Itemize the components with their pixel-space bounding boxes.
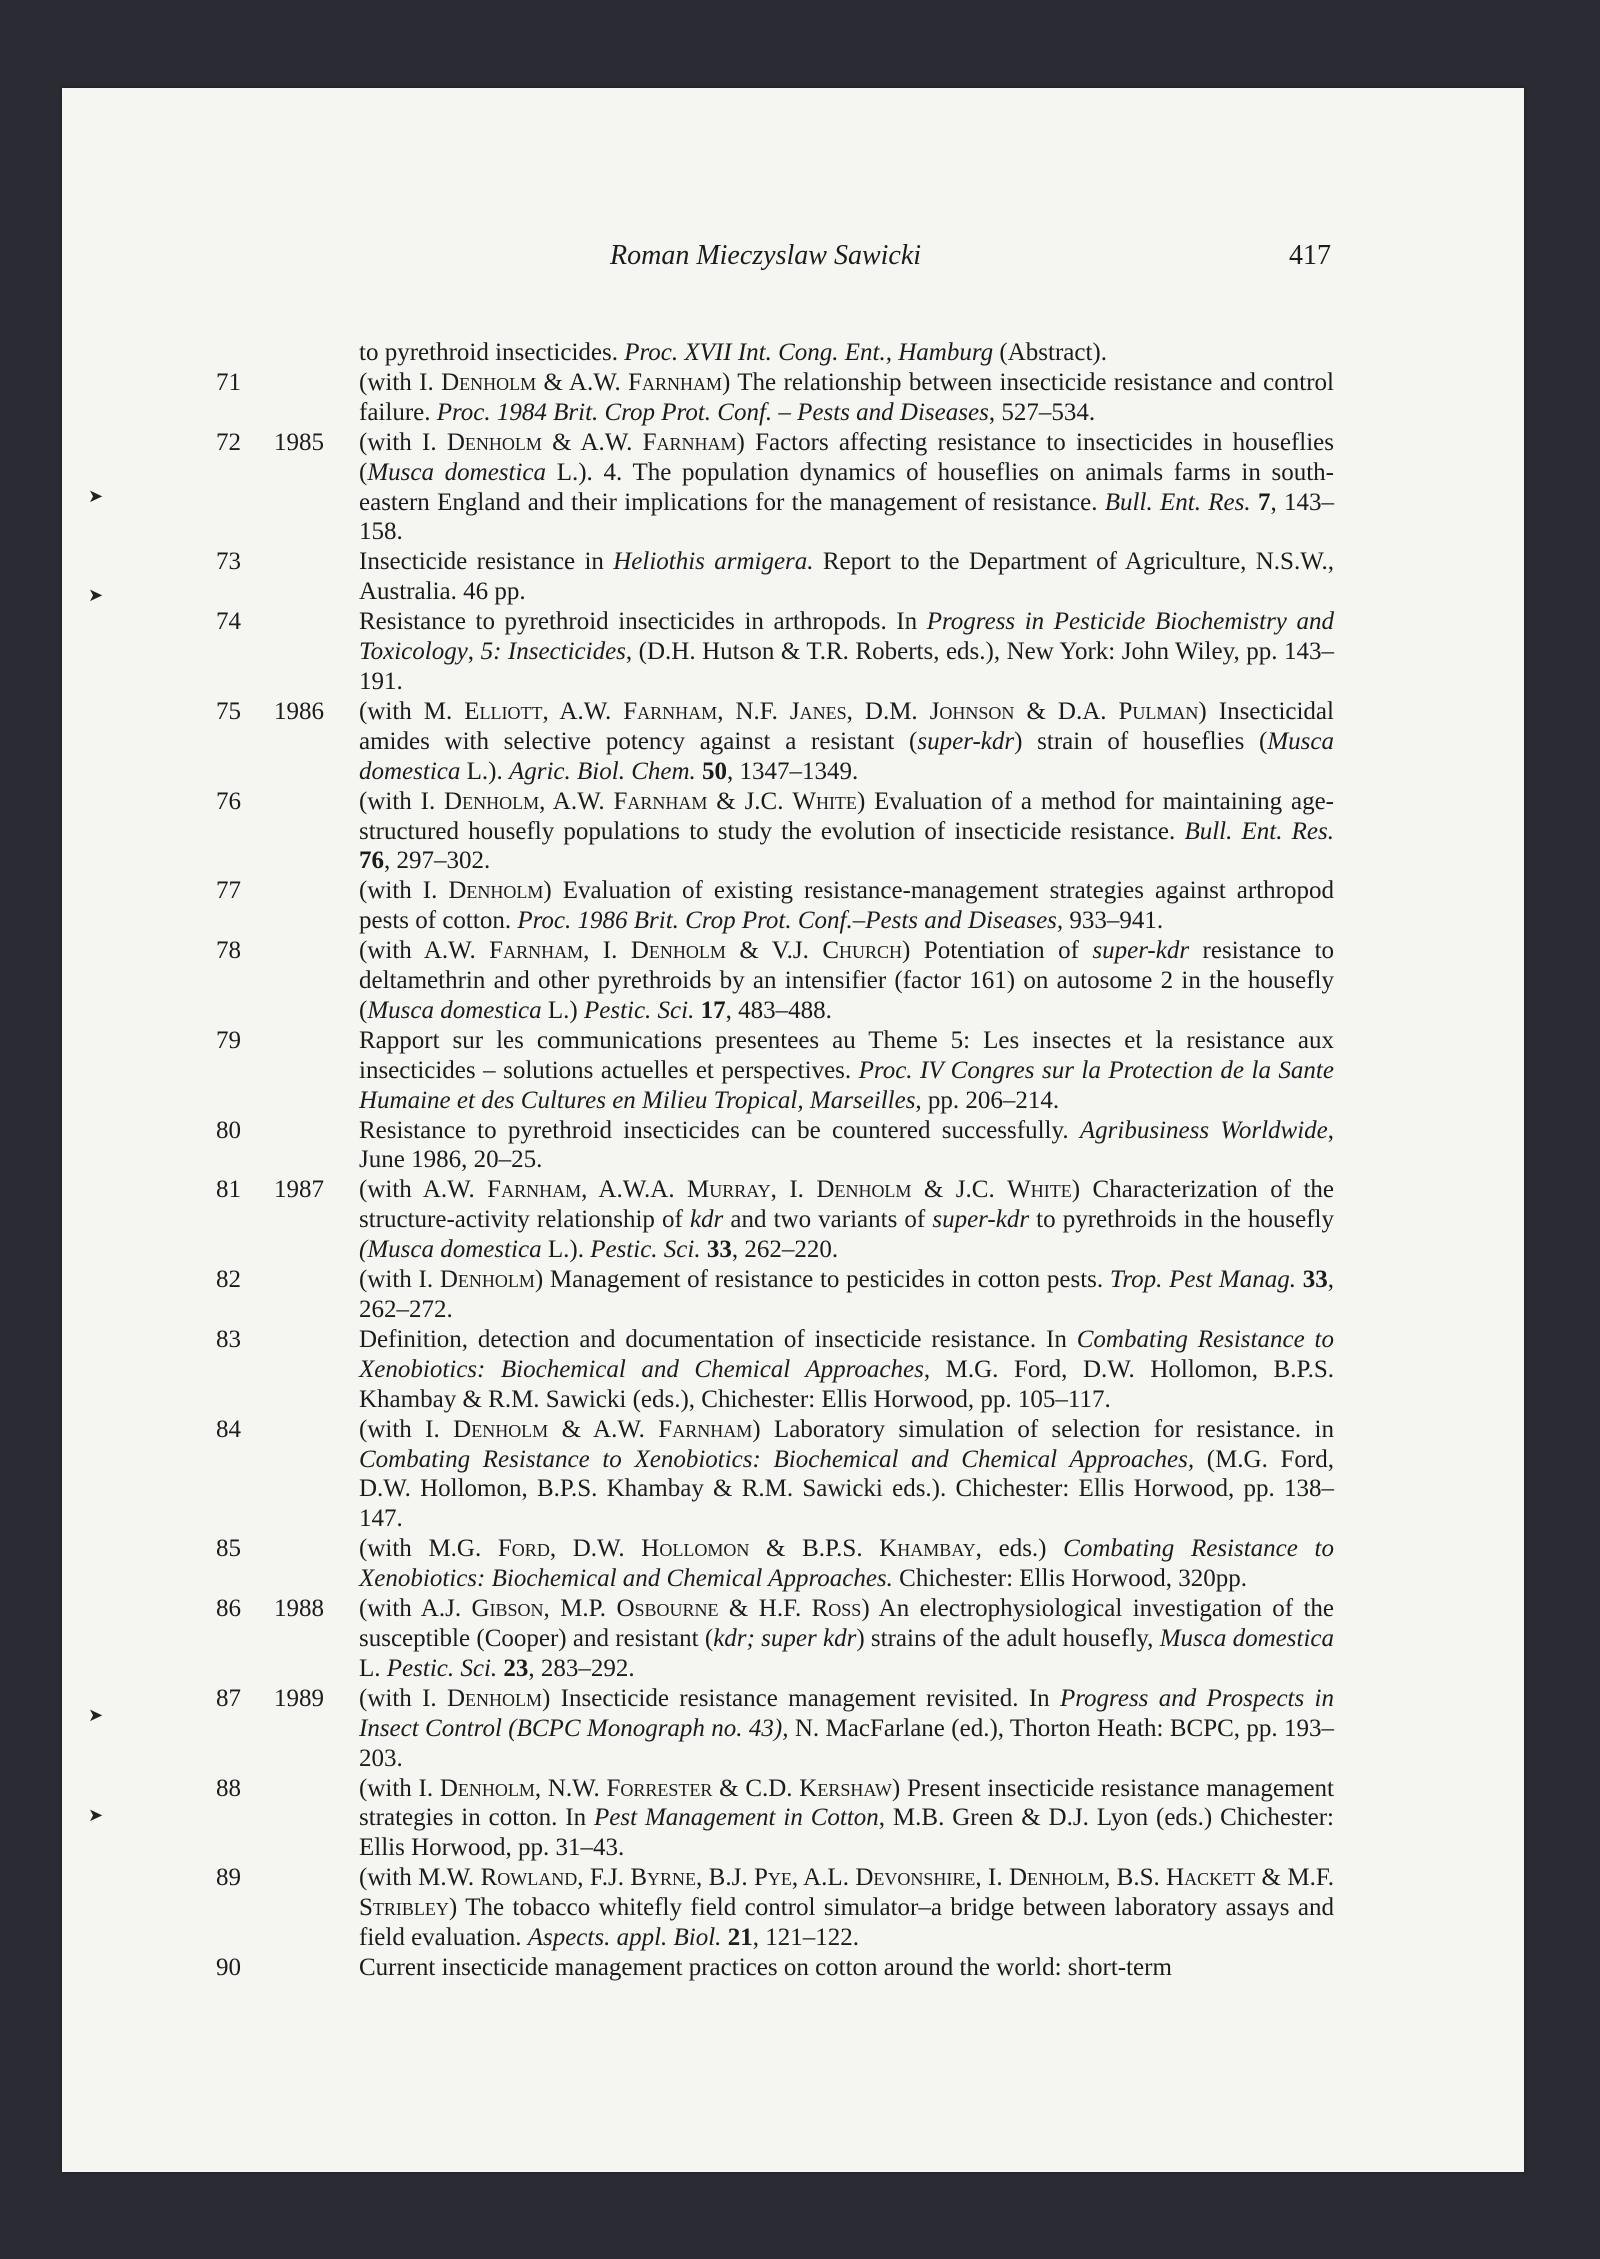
entry-year: 1989 xyxy=(274,1684,324,1712)
entry-text-run: Bull. Ent. Res. xyxy=(1104,488,1251,516)
entry-text-run: Osbourne xyxy=(616,1595,719,1623)
publication-entry xyxy=(0,368,1600,428)
entry-text-run: 5: Insecticides xyxy=(480,638,626,666)
entry-text-run: Report to the Department of Agriculture, N.S.W., Australia. 46 pp. xyxy=(359,548,1334,606)
entry-text-run: , N.W. xyxy=(534,1774,607,1802)
margin-mark: ➤ xyxy=(88,585,104,605)
entry-number: 90 xyxy=(216,1953,241,1981)
publication-entry xyxy=(0,1863,1600,1953)
entry-text-run: and two variants of xyxy=(723,1206,933,1234)
entry-text-run: & D.A. xyxy=(1014,697,1119,725)
entry-text-run: (Musca domestica xyxy=(359,1236,542,1264)
entry-text-run: Denholm xyxy=(1008,1864,1105,1892)
entry-text-run: (with I. xyxy=(359,1684,447,1712)
entry-year: 1985 xyxy=(274,428,324,456)
entry-text-run: Pest Management in Cotton xyxy=(594,1804,879,1832)
publication-entry xyxy=(0,787,1600,877)
entry-text-run: Aspects. appl. Biol. xyxy=(527,1924,722,1952)
entry-year xyxy=(241,1116,324,1176)
entry-text xyxy=(359,697,1334,787)
entry-text-run: kdr xyxy=(689,1206,724,1234)
entry-text-run: , M.B. Green & D.J. Lyon (eds.) Chichester: Ellis Horwood, pp. 31–43. xyxy=(359,1804,1334,1862)
entry-text xyxy=(359,1684,1334,1774)
entry-text-run: super-kdr xyxy=(917,727,1015,755)
entry-text-run: 21 xyxy=(727,1924,753,1952)
entry-text-run: Proc. IV Congres sur la Protection de la Sante Humaine et des Cultures en Milieu Tropical, Marseilles xyxy=(359,1056,1334,1114)
entry-text-run: Denholm xyxy=(816,1176,912,1204)
entry-text-run: , (D.H. Hutson & T.R. Roberts, eds.), New York: John Wiley, pp. 143–191. xyxy=(359,638,1334,695)
entry-number: 82 xyxy=(216,1266,241,1294)
entry-text-run: Pulman xyxy=(1118,697,1199,725)
entry-text-run: Musca domestica xyxy=(367,996,542,1024)
entry-text xyxy=(359,368,1334,428)
publication-entry xyxy=(0,1116,1600,1176)
entry-text-run: resistance to deltamethrin and other pyrethroids by an intensifier (factor 161) on autosome 2 in the housefly ( xyxy=(359,937,1335,1024)
entry-text-run: 7 xyxy=(1257,488,1271,516)
entry-year xyxy=(241,1863,324,1953)
entry-number: 86 xyxy=(216,1595,241,1623)
entry-number: 87 xyxy=(216,1684,241,1712)
entry-text-run: N. MacFarlane (ed.), Thorton Heath: BCPC, pp. 193–203. xyxy=(359,1714,1334,1772)
publication-entry xyxy=(0,338,1600,368)
entry-text-run: Heliothis armigera. xyxy=(613,548,814,576)
publication-entry xyxy=(0,1534,1600,1594)
entry-year xyxy=(241,368,324,428)
entry-text-run: & C.D. xyxy=(712,1774,800,1802)
entry-text-run: , F.J. xyxy=(577,1864,631,1892)
entry-number: 72 xyxy=(216,428,241,456)
entry-text-run: Denholm xyxy=(439,1774,535,1802)
entry-text-run: & V.J. xyxy=(725,937,823,965)
entry-text-run: ) Insecticidal amides with selective potency against a resistant ( xyxy=(359,697,1334,755)
entry-text-run: Proc. 1986 Brit. Crop Prot. Conf.–Pests and Diseases, xyxy=(517,907,1064,935)
entry-text-run: Denholm xyxy=(441,368,537,396)
entry-text-run: Definition, detection and documentation of insecticide resistance. In xyxy=(359,1325,1077,1353)
entry-number: 81 xyxy=(216,1176,241,1204)
page-header xyxy=(0,240,1600,280)
entry-text-run: 33 xyxy=(706,1236,732,1264)
entry-text xyxy=(359,1325,1334,1415)
entry-text-run: kdr; super kdr xyxy=(713,1624,857,1652)
entry-text xyxy=(359,1534,1334,1594)
entry-text-run: Combating Resistance to Xenobiotics: Biochemical and Chemical Approaches, xyxy=(359,1445,1195,1473)
entry-text-run: Resistance to pyrethroid insecticides can be countered successfully. xyxy=(359,1116,1080,1144)
publication-entry xyxy=(0,1774,1600,1864)
entry-number: 75 xyxy=(216,697,241,725)
entry-text-run: ) Insecticide resistance management revisited. In xyxy=(542,1684,1060,1712)
entry-text-run: (with I. xyxy=(359,368,442,396)
publication-entry xyxy=(0,428,1600,548)
entry-year xyxy=(241,338,324,368)
entry-number: 88 xyxy=(216,1774,241,1802)
entry-text-run: Kershaw xyxy=(799,1774,892,1802)
entry-year xyxy=(241,1325,324,1415)
entry-number: 76 xyxy=(216,787,241,815)
publication-entry xyxy=(0,936,1600,1026)
entry-text-run: , B.S. xyxy=(1104,1864,1167,1892)
entry-text xyxy=(359,1265,1334,1325)
entry-text-run: , A.W. xyxy=(539,787,614,815)
entry-text-run: Byrne xyxy=(630,1864,697,1892)
entry-text-run: Farnham xyxy=(623,697,718,725)
entry-text xyxy=(359,1175,1334,1265)
entry-year: 1986 xyxy=(274,697,324,725)
entry-text-run: Khambay xyxy=(879,1535,976,1563)
entry-text-run: , 262–220. xyxy=(731,1236,839,1264)
entry-text-run: Proc. 1984 Brit. Crop Prot. Conf. – Pests and Diseases xyxy=(436,398,989,426)
entry-text-run: , N.F. xyxy=(717,697,790,725)
entry-text-run: , 262–272. xyxy=(359,1266,1334,1323)
entry-text-run: Pestic. Sci. xyxy=(590,1236,701,1264)
publication-entry xyxy=(0,697,1600,787)
entry-text-run: Murray xyxy=(687,1176,771,1204)
entry-text-run: , 297–302. xyxy=(384,847,491,875)
entry-text-run xyxy=(1296,1266,1303,1293)
entry-text-run: ) Management of resistance to pesticides in cotton pests. xyxy=(534,1266,1110,1294)
entry-text-run: , June 1986, 20–25. xyxy=(359,1116,1334,1174)
entry-text-run: Elliott xyxy=(464,697,543,725)
entry-text-run: Hollomon xyxy=(641,1535,750,1563)
entry-text-run: (M.G. Ford, D.W. Hollomon, B.P.S. Khambay & R.M. Sawicki eds.). Chichester: Ellis Horwood, pp. 138–147. xyxy=(359,1445,1335,1533)
publication-entry xyxy=(0,1594,1600,1684)
entry-year xyxy=(241,1026,324,1116)
entry-year xyxy=(241,607,324,697)
entry-text xyxy=(359,338,1334,368)
entry-year: 1988 xyxy=(274,1595,324,1623)
entry-text-run: Progress and Prospects in Insect Control (BCPC Monograph no. 43), xyxy=(359,1684,1334,1742)
entry-text-run: Rapport sur les communications presentees au Theme 5: Les insectes et la resistance aux insecticides – solutions actuelles et perspectives. xyxy=(359,1026,1334,1084)
entry-text-run: 76 xyxy=(359,847,384,875)
entry-text-run: , 143–158. xyxy=(359,488,1335,546)
entry-text-run: 23 xyxy=(503,1654,529,1682)
entry-text xyxy=(359,428,1334,548)
entry-text-run: L.). 4. The population dynamics of houseflies on animals farms in south-eastern England and their implications for the management of resistance. xyxy=(359,458,1334,516)
entry-text-run: Resistance to pyrethroid insecticides in arthropods. In xyxy=(359,608,927,636)
entry-text-run: to pyrethroids in the housefly xyxy=(1029,1206,1334,1234)
entry-text-run: Forrester xyxy=(606,1774,713,1802)
entry-text-run: Proc. XVII Int. Cong. Ent., Hamburg xyxy=(624,339,994,366)
entry-text-run: Bull. Ent. Res. xyxy=(1184,817,1334,845)
margin-mark: ➤ xyxy=(88,1805,104,1825)
entry-number: 73 xyxy=(216,548,241,576)
entry-text-run: & A.W. xyxy=(536,368,629,396)
entry-text-run: Farnham xyxy=(628,368,723,396)
entry-text-run: , 121–122. xyxy=(752,1924,859,1952)
entry-text-run: White xyxy=(1007,1176,1072,1204)
entry-number: 84 xyxy=(216,1415,241,1443)
entry-text xyxy=(359,1026,1334,1116)
entry-text-run: L.). xyxy=(460,757,509,785)
entry-text-run: Combating Resistance to Xenobiotics: Biochemical and Chemical Approaches xyxy=(359,1325,1334,1383)
entry-text-run: Ross xyxy=(811,1595,862,1623)
entry-text-run: (with A.W. xyxy=(359,1176,488,1204)
entry-text-run: , 527–534. xyxy=(988,398,1096,426)
entry-text-run: Denholm xyxy=(444,787,540,815)
entry-year xyxy=(241,1953,324,1983)
entry-text-run: , I. xyxy=(770,1176,817,1204)
entry-text-run: 17 xyxy=(700,996,726,1024)
entry-text-run: ) The relationship between insecticide resistance and control failure. xyxy=(359,368,1334,426)
entry-text-run: , I. xyxy=(975,1864,1009,1892)
entry-text-run: , M.P. xyxy=(543,1595,617,1623)
entry-text-run: ) Evaluation of a method for maintaining age-structured housefly populations to study the evolution of insecticide resistance. xyxy=(359,787,1334,845)
entry-text-run: Denholm xyxy=(446,1684,543,1712)
entry-text-run: Musca domestica xyxy=(367,458,547,486)
entry-text-run: White xyxy=(792,787,857,815)
entry-text-run: ) strains of the adult housefly, xyxy=(856,1624,1160,1652)
publication-list xyxy=(0,338,1600,1983)
entry-text xyxy=(359,1953,1334,1983)
entry-text-run: Farnham xyxy=(487,1176,582,1204)
entry-year xyxy=(241,876,324,936)
entry-text-run: Progress in Pesticide Biochemistry and Toxicology xyxy=(359,608,1334,666)
entry-text-run: L.). xyxy=(541,1236,591,1264)
entry-number: 89 xyxy=(216,1864,241,1892)
entry-text-run: Hackett xyxy=(1166,1864,1256,1892)
entry-text xyxy=(359,547,1334,607)
entry-text-run: Agribusiness Worldwide xyxy=(1079,1116,1328,1144)
entry-text-run: ) Present insecticide resistance management strategies in cotton. In xyxy=(359,1774,1334,1832)
entry-text-run: (with I. xyxy=(359,877,449,905)
entry-text-run: & M.F. xyxy=(1255,1864,1335,1892)
entry-text-run: , xyxy=(467,638,481,666)
entry-text-run: Farnham xyxy=(489,937,584,965)
entry-text-run: Trop. Pest Manag. xyxy=(1109,1266,1297,1294)
publication-entry xyxy=(0,1175,1600,1265)
entry-text-run: Church xyxy=(822,937,903,965)
entry-text-run: , B.J. xyxy=(696,1864,754,1892)
entry-text xyxy=(359,1863,1334,1953)
entry-text-run: 50 xyxy=(702,757,728,785)
publication-entry xyxy=(0,607,1600,697)
entry-text-run: Stribley xyxy=(359,1894,449,1922)
entry-text-run: , A.W.A. xyxy=(581,1176,688,1204)
entry-text xyxy=(359,1774,1334,1864)
entry-text-run: (with I. xyxy=(359,787,445,815)
entry-text xyxy=(359,1415,1334,1535)
entry-text-run: Farnham xyxy=(613,787,708,815)
entry-text-run: 933–941. xyxy=(1063,907,1164,935)
entry-text-run: (with I. xyxy=(359,1266,440,1294)
entry-number: 80 xyxy=(216,1116,241,1144)
entry-text-run: Denholm xyxy=(439,1266,535,1294)
entry-text-run: , I. xyxy=(583,937,631,965)
publication-entry xyxy=(0,1415,1600,1535)
entry-text-run: (with I. xyxy=(359,428,447,456)
entry-text-run: Gibson xyxy=(471,1595,544,1623)
entry-text-run: Pestic. Sci. xyxy=(386,1654,498,1682)
entry-text-run: Janes xyxy=(789,697,847,725)
entry-text-run: ) Factors affecting resistance to insecticides in houseflies ( xyxy=(359,428,1334,486)
entry-text-run: Devonshire xyxy=(855,1864,976,1892)
entry-text-run: Ford xyxy=(497,1535,550,1563)
entry-text-run: , A.W. xyxy=(542,697,624,725)
publication-entry xyxy=(0,1325,1600,1415)
entry-year xyxy=(241,787,324,877)
entry-text-run: (with A.W. xyxy=(359,937,490,965)
entry-text-run: , D.M. xyxy=(846,697,930,725)
entry-number: 74 xyxy=(216,608,241,636)
publication-entry xyxy=(0,1265,1600,1325)
entry-text-run: , 483–488. xyxy=(725,996,832,1024)
entry-year xyxy=(241,1774,324,1864)
entry-text-run: , pp. 206–214. xyxy=(915,1086,1060,1114)
entry-year xyxy=(241,1534,324,1594)
entry-text-run: , eds.) xyxy=(975,1535,1064,1563)
entry-text-run: L.) xyxy=(541,996,584,1024)
entry-text-run: Musca domestica xyxy=(359,727,1334,785)
entry-text-run: , A.L. xyxy=(791,1864,856,1892)
entry-text-run: L. xyxy=(359,1654,387,1682)
entry-text-run: Denholm xyxy=(453,1415,549,1443)
entry-number: 79 xyxy=(216,1026,241,1054)
publication-entry xyxy=(0,547,1600,607)
entry-text-run: Farnham xyxy=(642,428,737,456)
entry-text-run: Pestic. Sci. xyxy=(583,996,695,1024)
entry-text-run: super-kdr xyxy=(1092,937,1190,965)
entry-text-run: (Abstract). xyxy=(993,339,1107,366)
entry-text-run: ) Laboratory simulation of selection for resistance. in xyxy=(752,1415,1334,1443)
entry-year xyxy=(241,547,324,607)
entry-text-run: & A.W. xyxy=(548,1415,659,1443)
entry-text-run: Combating Resistance to Xenobiotics: Biochemical and Chemical Approaches. xyxy=(359,1535,1334,1593)
entry-text-run: Denholm xyxy=(446,428,542,456)
entry-text-run: (with M.G. xyxy=(359,1535,498,1563)
entry-text-run: Agric. Biol. Chem. xyxy=(508,757,696,785)
margin-mark: ➤ xyxy=(88,1705,104,1725)
entry-year xyxy=(241,1415,324,1535)
entry-text-run: ) Potentiation of xyxy=(902,937,1093,965)
entry-text-run: Rowland xyxy=(480,1864,578,1892)
entry-number xyxy=(0,338,241,368)
entry-text-run: Johnson xyxy=(929,697,1015,725)
entry-text-run: Denholm xyxy=(630,937,726,965)
running-title: Roman Mieczyslaw Sawicki xyxy=(610,240,922,271)
entry-text-run: & B.P.S. xyxy=(749,1535,880,1563)
publication-entry xyxy=(0,1684,1600,1774)
entry-text-run: ) Evaluation of existing resistance-management strategies against arthropod pests of cotton. xyxy=(359,877,1334,935)
entry-number: 78 xyxy=(216,937,241,965)
entry-year xyxy=(241,936,324,1026)
entry-text-run: (with M. xyxy=(359,697,465,725)
entry-text-run: & A.W. xyxy=(541,428,643,456)
entry-text-run: ) strain of houseflies ( xyxy=(1014,727,1268,755)
entry-text-run xyxy=(1251,489,1258,516)
entry-year xyxy=(241,1265,324,1325)
entry-text-run: Denholm xyxy=(448,877,544,905)
entry-text-run: 33 xyxy=(1302,1266,1328,1294)
entry-text-run: to pyrethroid insecticides. xyxy=(359,339,625,366)
entry-number: 77 xyxy=(216,877,241,905)
publication-entry xyxy=(0,876,1600,936)
entry-text xyxy=(359,607,1334,697)
entry-text-run: Pye xyxy=(753,1864,792,1892)
margin-mark: ➤ xyxy=(88,486,104,506)
entry-text-run: Chichester: Ellis Horwood, 320pp. xyxy=(892,1565,1248,1593)
entry-text-run: , 1347–1349. xyxy=(727,757,859,785)
entry-text-run: (with I. xyxy=(359,1774,440,1802)
entry-text-run: (with A.J. xyxy=(359,1595,472,1623)
entry-text-run: ) An electrophysiological investigation of the susceptible (Cooper) and resistant ( xyxy=(359,1595,1334,1652)
entry-text-run: (with I. xyxy=(359,1415,454,1443)
entry-text-run: super-kdr xyxy=(932,1206,1030,1234)
entry-number: 85 xyxy=(216,1535,241,1563)
entry-text xyxy=(359,787,1334,877)
entry-text-run: & H.F. xyxy=(718,1595,812,1623)
entry-text xyxy=(359,1116,1334,1176)
entry-number: 83 xyxy=(216,1325,241,1353)
entry-text xyxy=(359,876,1334,936)
page-number: 417 xyxy=(1289,240,1331,271)
entry-text-run: Current insecticide management practices on cotton around the world: short-term xyxy=(359,1953,1172,1981)
publication-entry xyxy=(0,1953,1600,1983)
entry-text-run: ) Characterization of the structure-activity relationship of xyxy=(359,1176,1335,1234)
entry-text-run: (with M.W. xyxy=(359,1864,481,1892)
entry-number: 71 xyxy=(216,368,241,396)
entry-text-run: , M.G. Ford, D.W. Hollomon, B.P.S. Khambay & R.M. Sawicki (eds.), Chichester: Ellis Horwood, pp. 105–117. xyxy=(359,1355,1334,1413)
entry-year: 1987 xyxy=(274,1176,324,1204)
entry-text-run: Farnham xyxy=(658,1415,753,1443)
entry-text-run: Insecticide resistance in xyxy=(359,548,614,576)
entry-text-run: , 283–292. xyxy=(528,1654,635,1682)
entry-text-run: , D.W. xyxy=(549,1535,642,1563)
entry-text-run: & J.C. xyxy=(707,787,793,815)
publication-entry xyxy=(0,1026,1600,1116)
entry-text xyxy=(359,1594,1334,1684)
entry-text-run: & J.C. xyxy=(911,1176,1008,1204)
entry-text xyxy=(359,936,1334,1026)
entry-text-run: ) The tobacco whitefly field control simulator–a bridge between laboratory assays and field evaluation. xyxy=(359,1894,1334,1952)
entry-text-run: Musca domestica xyxy=(1159,1624,1334,1652)
